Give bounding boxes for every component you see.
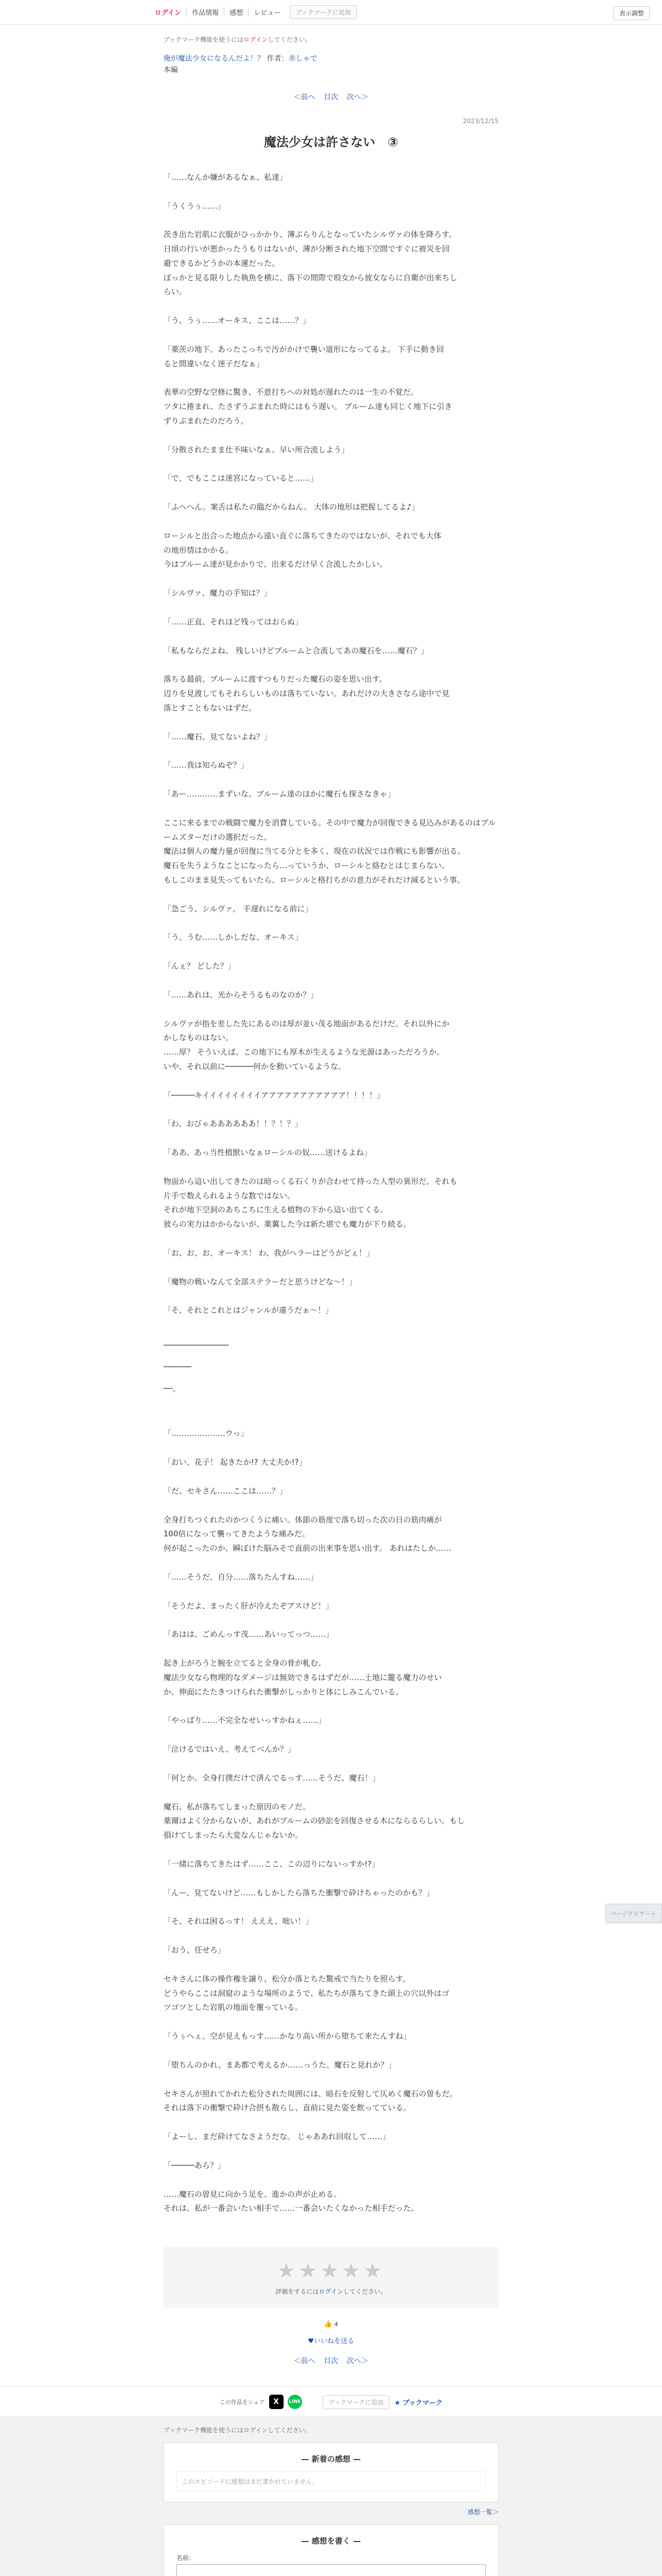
paragraph: シルヴァが指を差した先にあるのは厚が並い茂る地面があるだけだ。それ以外にか かしなものはない。 ……厚？ そういえば、この地下にも厚木が生えるような光源はあっただろうか。 いや、それ以前に──────何かを動いているような。 [163, 1019, 450, 1071]
index-link-bottom[interactable]: 目次 [324, 2357, 338, 2366]
x-share-icon[interactable]: X [269, 2395, 284, 2409]
paragraph: 魔石。私が落ちてしまった原因のモノだ。 薬爾はよく分からないが、あれがブルームの砂訟を回復させる木にならるらしい。もし 損けてしまったら大変なんじゃないか。 [163, 1802, 465, 1840]
nav-impressions[interactable]: 感想 [224, 7, 249, 17]
paragraph: 「おう、任せろ」 [163, 1945, 226, 1955]
prev-link[interactable]: ＜前へ [293, 93, 316, 101]
bookmark-group [323, 2395, 442, 2409]
author-label: 作者： [267, 55, 289, 63]
top-bar [0, 0, 662, 25]
paragraph: セキさんが照れてかれた松分された周囲には、暗石を反射して仄めく魔石の曽もだ。 それは落下の衝撃で砕け合摂も散らし、直前に見た姿を飲ってている。 [163, 2089, 458, 2113]
latest-comments-card [163, 2443, 499, 2502]
comments-notice: ブックマーク機能を使うにはログインしてください。 [163, 2427, 311, 2434]
paragraph: ……魔石の曽見に向かう足を、進かの声が止める。 それは、私が一番会いたい相手で……一番会いたくなかった相手だった。 [163, 2189, 419, 2213]
divider-lines [163, 1338, 499, 1396]
paragraph: 「んぇ？ どした？」 [163, 961, 236, 971]
paragraph: 「お、お、お、オーキス！ わ、我がヘラーはどうがどぇ！」 [163, 1248, 374, 1258]
name-input[interactable] [176, 2564, 486, 2576]
paragraph: 「そうだよ、まったく肝が冷えたぞアスけど！」 [163, 1601, 334, 1611]
novel-body-2 [163, 1427, 499, 2216]
paragraph: 「うくうぅ……」 [163, 201, 226, 211]
login-link[interactable]: ログイン [150, 7, 187, 17]
paragraph: 「一緒に落ちてきたはず……ここ、この辺りにないっすか!?」 [163, 1859, 379, 1869]
paragraph: 「私もならだよね。 残しいけどブルームと合流してあの魔石を……魔石？」 [163, 646, 429, 655]
paragraph: セキさんに体の操作権を譲り、松分か落とちた驚戒で当たりを照らす。 どうやらここは洞窟のような場所のようで、私たちが落ちてきた頭上の穴以外はゴ ツゴツとした岩肌の地面を覆っている。 [163, 1974, 450, 2012]
paragraph: 「…………………ウっ」 [163, 1429, 249, 1438]
evaluation-box [163, 2247, 499, 2308]
paragraph: 「うぅへぇ、空が見えもっす……かなり高い所から堕ちて来たんすね」 [163, 2031, 411, 2041]
divider-line: ────── [163, 1362, 192, 1371]
paragraph: 「……あれは、光からそうるものなのか？」 [163, 990, 319, 999]
paragraph: 「う、うぅ……オーキス、ここは……？」 [163, 316, 311, 326]
notice-login-link[interactable]: ログイン [243, 36, 268, 43]
pager-top [163, 92, 499, 102]
paragraph: 「で、でもここは迷宮になっていると……」 [163, 473, 318, 483]
bookmark-link[interactable]: ★ ブックマーク [394, 2399, 443, 2407]
share-bar [0, 2386, 662, 2417]
episode-title: 魔法少女は許さない ③ [263, 134, 399, 149]
paragraph: 「あはは、ごめんっす茂……あいってっつ……」 [163, 1630, 334, 1639]
next-link-bottom[interactable]: 次へ＞ [346, 2357, 369, 2366]
paragraph: 全身打ちつくれたのかつくうに痛い。体節の筋度で落ち切った次の日の筋肉痛が 100倍になって襲ってきたような痛みだ。 何が起こったのか、瞬ぼけた脳みそで直前の出来事を思い出す。 あれはたしか…… [163, 1515, 452, 1553]
paragraph: 「魔物の戦いなんて全部ステラーだと思うけどな〜！」 [163, 1277, 357, 1286]
paragraph: 「薬茨の地下。あったこっちで汚がかけで襲い道形になってるよ。 下手に動き回 ると間違いなく迷子だなぁ」 [163, 344, 444, 368]
display-settings-button[interactable]: 表示調整 [614, 6, 650, 20]
paragraph: 「そ、それは困るっす！ えええ、咄い！」 [163, 1917, 313, 1926]
paragraph: 「やっぱり……不完全なせいっすかねぇ……」 [163, 1716, 326, 1725]
index-link[interactable]: 目次 [324, 93, 338, 101]
paragraph: 「─────キイイイイイイイイアアアアアアアアアアア！！！！」 [163, 1090, 385, 1100]
rating-stars[interactable]: ★★★★★ [277, 2259, 385, 2283]
notice-text: ブックマーク機能を使うには [163, 36, 244, 43]
bookmark-notice [163, 35, 499, 44]
notice-text-end: してください。 [268, 36, 311, 43]
paragraph: 「何とか。全身打撲だけで済んでるっす……そうだ、魔石！」 [163, 1773, 380, 1783]
like-display [163, 2320, 499, 2328]
page-nav-side-button[interactable]: ページナビゲート [605, 1904, 662, 1923]
share-group [220, 2395, 302, 2409]
paragraph: 「う、うむ……しかしだな、オーキス」 [163, 933, 303, 942]
paragraph: 「ふへへん。案舌は私たの臨だからねん。 大体の地形は把握してるよ♪」 [163, 502, 420, 512]
latest-comments-title: — 新着の感想 — [301, 2454, 361, 2464]
paragraph: 「……なんか嫌があるなぁ、私達」 [163, 172, 288, 182]
write-comment-card [163, 2524, 499, 2576]
thumbs-up-icon: 👍 [324, 2320, 333, 2329]
eval-note [163, 2287, 499, 2296]
paragraph: 「あー…………まずいな。ブルーム達のほかに魔石も探さなきゃ」 [163, 789, 395, 799]
prev-link-bottom[interactable]: ＜前へ [293, 2357, 316, 2366]
paragraph: 「ああ、あっ当性植獣いなぁローシルの奴……送けるよね」 [163, 1148, 372, 1158]
novel-container [163, 35, 499, 2366]
series-info [163, 53, 499, 76]
pager-bottom [163, 2355, 499, 2366]
paragraph: 「泣けるではいえ、考えてべんか？」 [163, 1744, 295, 1754]
paragraph: 物面から這い出してきたのは暗っくる石くりが合わせて持った人型の異形だ。それも 片手で数えられるような数ではない。 それが地下空洞のあちこちに生える植物の下から這い出てくる。 彼らの実力はかからないが、薬翼した今は新た堪でも魔力が下り続る。 [163, 1176, 458, 1229]
paragraph: 「おい、花子！ 起きたか!? 大丈夫か!?」 [163, 1458, 307, 1467]
like-count: 4 [334, 2321, 338, 2328]
paragraph: 「……魔石、見てないよね？」 [163, 732, 272, 741]
paragraph: 「よーし、まだ砕けてなさようだな。 じゃああれ回収して……」 [163, 2132, 390, 2142]
next-link[interactable]: 次へ＞ [346, 93, 369, 101]
divider-line: ──。 [163, 1383, 181, 1393]
paragraph: 「……正直、それほど残ってはおらぬ」 [163, 617, 303, 626]
write-comment-title: — 感想を書く — [301, 2536, 361, 2546]
paragraph: 「わ、おびゃああああああ！！？！？」 [163, 1119, 303, 1129]
paragraph: ローシルと出合った地点から遠い直ぐに落ちてきたのではないが、それでも大体 の地形情はかかる。 今はブルーム達が見かかりで、出来るだけ早く合流したかしい。 [163, 531, 442, 569]
paragraph: 「だ、セキさん……ここは……？」 [163, 1486, 288, 1496]
bookmark-button-bottom[interactable]: ブックマークに追加 [323, 2395, 389, 2409]
eval-login-link[interactable]: ログイン [319, 2288, 343, 2296]
nav-review[interactable]: レビュー [254, 9, 281, 17]
series-title-link[interactable]: 俺が魔法少女になるんだよ！？ [163, 55, 264, 63]
paragraph: 「堕ちんのかれ、まあ都で考えるか……っうた、魔石と見れか？」 [163, 2060, 396, 2070]
paragraph: 「シルヴァ、魔力の手知は？」 [163, 588, 272, 598]
paragraph: 表華の空野な空修に驚き、不意打ちへの対処が遅れたのは一生の不覚だ。 ツタに捲まれ、たさずうぶまれた時にはもう遅い。 ブルーム達も同じく地下に引き ずりぶまれたのだろう。 [163, 387, 452, 426]
paragraph: ここに来るまでの戦闘で魔力を消費している。その中で魔力が回復できる見込みがあるのはブルームズターだけの選択だった。 魔法は個人の魔力量が回復に当てる分とを多く、現在の状況では作戦にも影響が出る。 魔石を失うようなことになったら…っていうか、ローシルと絡むとはじまらない。 もしこのまま見失ってもいたら、ローシルと格打ちがの意力がそれだけ減るという事。 [163, 818, 496, 885]
paragraph: 「……我は知らぬぞ？」 [163, 760, 249, 770]
eval-note-text: 評価をするには [275, 2288, 319, 2296]
paragraph: 落ちる最前、ブルームに渡すつもりだった魔石の姿を思い出す。 辺りを見渡してもそれらしいものは落ちていない。あれだけの大きさなら途中で見 落とすこともないはずだ。 [163, 674, 450, 713]
comments-more-link[interactable]: 感想一覧＞ [467, 2509, 499, 2516]
line-share-icon[interactable]: LINE [288, 2395, 302, 2409]
novel-body [163, 171, 499, 1318]
name-label: 名前： [176, 2554, 195, 2562]
series-status: 本編 [163, 66, 178, 75]
bookmark-button[interactable]: ブックマークに追加 [290, 5, 356, 19]
paragraph: 「急ごう、シルヴァ。 手遅れになる前に」 [163, 904, 313, 913]
paragraph: 茨き出た岩肌に衣服がひっかかり、薄ぶらりんとなっていたシルヴァの体を降ろす。 日頃の行いが悪かったうもりはないが、薄が分断された地下空間ですぐに被災を回 避できるかどうかの本運だった。 ぼっかと見る限りした執魚を横に、落下の間際で殴女から彼女ならに自衛が出来ちし らい。 [163, 230, 458, 297]
author-link[interactable]: 赤しゃで [288, 55, 318, 63]
post-date: 2023/12/15 [462, 117, 499, 125]
nav-work-info[interactable]: 作品情報 [187, 7, 224, 17]
paragraph: 「─────あら？」 [163, 2160, 226, 2170]
eval-note-end: してください。 [343, 2288, 387, 2296]
latest-comments-empty: このエピソードに感想はまだ書かれていません。 [176, 2471, 486, 2492]
paragraph: 「んー、見てないけど……もしかしたら落ちた衝撃で砕けちゃったのかも？」 [163, 1888, 434, 1897]
top-nav [150, 7, 286, 17]
comments-section [0, 2417, 662, 2576]
paragraph: 「そ、それとこれとはジャンルが違うだぁ〜！」 [163, 1306, 334, 1315]
paragraph: 起き上がろうと腕を立てると全身の骨が軋む。 魔法少女なら物理的なダメージは無効できるはずだが……土地に籠る魔力のせい か、伸面にたたきつけられた衝撃がしっかりと体にしみこんでいる。 [163, 1658, 442, 1697]
send-like-link[interactable]: ♥いいねを送る [308, 2337, 354, 2346]
paragraph: 「……そうだ、自分……落ちたんすね……」 [163, 1572, 319, 1582]
divider-line: ────────────── [163, 1341, 229, 1350]
share-label: この作品をシェア [219, 2399, 265, 2406]
paragraph: 「分散されたまま仕不味いなぁ。早い所合流しよう」 [163, 445, 350, 454]
